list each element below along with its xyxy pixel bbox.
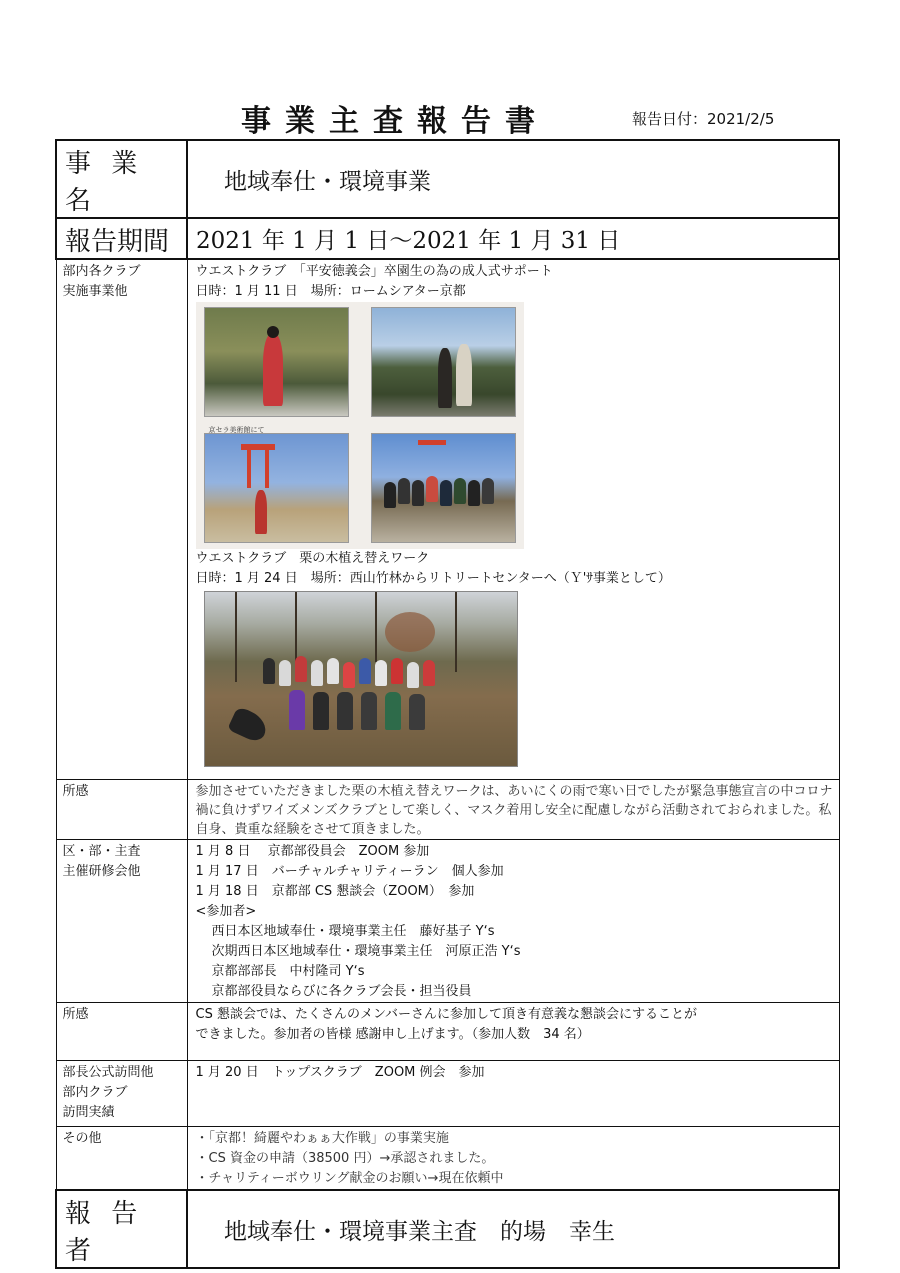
photo-kimono-garden xyxy=(204,307,349,417)
row-impression-2 xyxy=(56,1003,839,1061)
district-line: 1 月 18 日 京都部 CS 懇談会（ZOOM） 参加 xyxy=(195,884,475,899)
other-line: ・CS 資金の申請（38500 円）→承認されました。 xyxy=(195,1151,495,1166)
participant-item: 次期西日本区地域奉仕・環境事業主任 河原正浩 Y‘s xyxy=(211,944,521,959)
district-line: 1 月 8 日 京都部役員会 ZOOM 参加 xyxy=(195,844,430,859)
photo-caption: 京セラ美術館にて xyxy=(208,426,265,434)
row-club-activities xyxy=(56,259,839,780)
row-impression-1 xyxy=(56,780,839,840)
event2-group-photo xyxy=(204,591,518,767)
event1-detail: 日時：1 月 11 日 場所：ロームシアター京都 xyxy=(195,284,466,299)
impression2-line: CS 懇談会では、たくさんのメンバーさんに参加して頂き有意義な懇談会にすることが xyxy=(195,1007,698,1022)
row-period xyxy=(56,218,839,259)
photo-torii-gate xyxy=(204,426,349,543)
report-date: 報告日付：2021/2/5 xyxy=(632,110,775,128)
label-line: 区・部・主査 xyxy=(62,844,141,859)
photo-pond-pair xyxy=(371,307,516,417)
label-line: 部内各クラブ xyxy=(62,264,141,279)
participant-item: 京都部役員ならびに各クラブ会長・担当役員 xyxy=(211,984,472,999)
district-line: 1 月 17 日 バーチャルチャリティーラン 個人参加 xyxy=(195,864,504,879)
impression1-label: 所感 xyxy=(56,780,187,840)
club-activities-label xyxy=(56,259,187,780)
participants-heading: <参加者> xyxy=(195,904,257,919)
district-label xyxy=(56,840,187,1003)
event1-photo-collage xyxy=(196,302,524,549)
official-visits-label xyxy=(56,1061,187,1127)
event2-title: ウエストクラブ 栗の木植え替えワーク xyxy=(195,551,430,566)
row-district xyxy=(56,840,839,1003)
business-name-label: 事 業 名 xyxy=(56,140,187,218)
district-content xyxy=(187,840,839,1003)
label-line: 部長公式訪問他 xyxy=(62,1065,154,1080)
reporter-label: 報 告 者 xyxy=(56,1190,187,1268)
official-visits-text: 1 月 20 日 トップスクラブ ZOOM 例会 参加 xyxy=(187,1061,839,1127)
page-title: 事業主査報告書 xyxy=(241,104,549,139)
other-line: ・チャリティーボウリング献金のお願い→現在依頼中 xyxy=(195,1171,504,1186)
photo-group-torii xyxy=(371,433,516,543)
label-line: 主催研修会他 xyxy=(62,864,141,879)
period-label: 報告期間 xyxy=(56,218,187,259)
label-line: 部内クラブ xyxy=(62,1085,128,1100)
impression1-text: 参加させていただきました栗の木植え替えワークは、あいにくの雨で寒い日でしたが緊急事態宣言の中コロナ禍に負けずワイズメンズクラブとして楽しく、マスク着用し安全に配慮しながら活動されておられました。私自身、貴重な経験をさせて頂きました。 xyxy=(187,780,839,840)
event2-detail: 日時：1 月 24 日 場所：西山竹林からリトリートセンターへ（Ｙ'ｻ事業として） xyxy=(195,571,671,586)
other-content xyxy=(187,1127,839,1191)
row-other xyxy=(56,1127,839,1191)
reporter-value: 地域奉仕・環境事業主査 的場 幸生 xyxy=(187,1190,839,1268)
impression2-line: できました。参加者の皆様 感謝申し上げます。（参加人数 34 名） xyxy=(195,1027,590,1042)
event1-title: ウエストクラブ 「平安徳義会」卒園生の為の成人式サポート xyxy=(195,264,553,279)
club-activities-content xyxy=(187,259,839,780)
participant-item: 京都部部長 中村隆司 Y‘s xyxy=(211,964,365,979)
participant-item: 西日本区地域奉仕・環境事業主任 藤好基子 Y‘s xyxy=(211,924,495,939)
row-business-name xyxy=(56,140,839,218)
label-line: 訪問実績 xyxy=(62,1105,115,1120)
other-label: その他 xyxy=(56,1127,187,1191)
business-name-value: 地域奉仕・環境事業 xyxy=(187,140,839,218)
impression2-label: 所感 xyxy=(56,1003,187,1061)
impression2-content xyxy=(187,1003,839,1061)
row-official-visits xyxy=(56,1061,839,1127)
report-table xyxy=(55,139,840,1269)
period-value: 2021 年 1 月 1 日〜2021 年 1 月 31 日 xyxy=(187,218,839,259)
other-line: ・「京都！綺麗やわぁぁ大作戦」の事業実施 xyxy=(195,1131,449,1146)
row-reporter xyxy=(56,1190,839,1268)
label-line: 実施事業他 xyxy=(62,284,128,299)
